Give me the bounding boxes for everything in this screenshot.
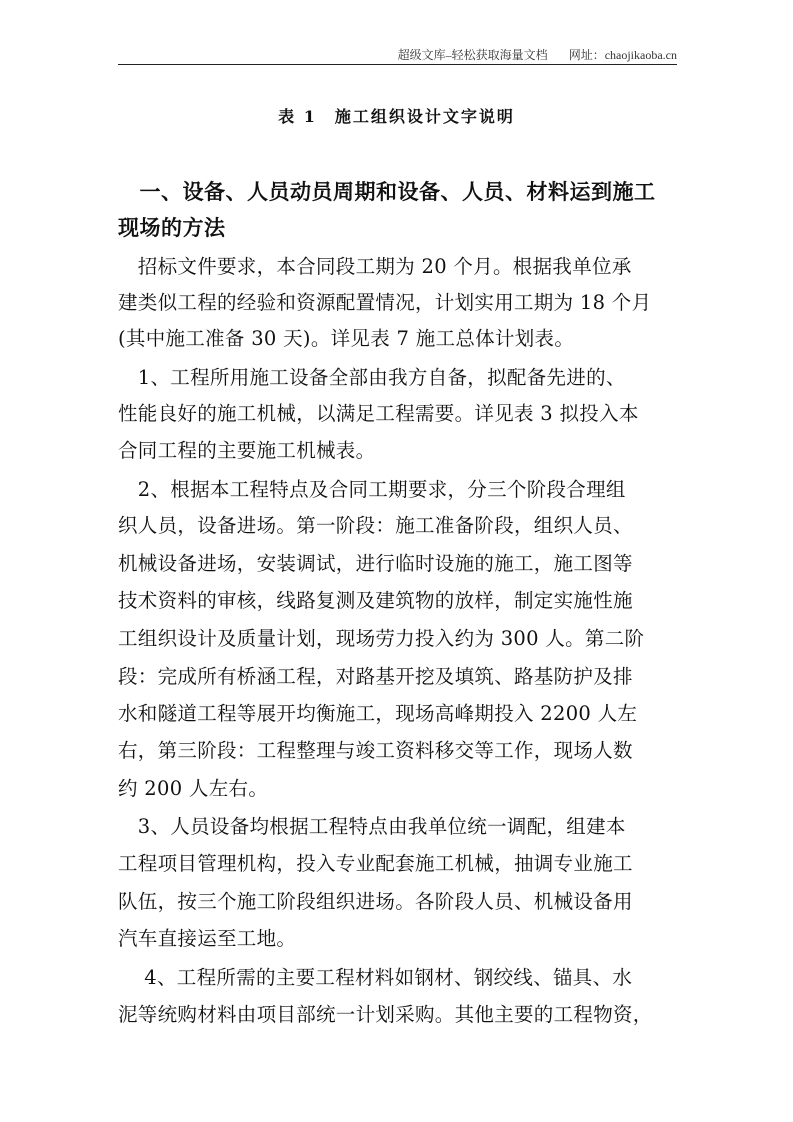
header-url: 网址：chaojikaoba.cn [568,48,677,62]
body-text-line: 工程项目管理机构，投入专业配套施工机械，抽调专业施工 [118,852,633,875]
body-text-line: 1、工程所用施工设备全部由我方自备，拟配备先进的、 [118,366,626,389]
header-site-name: 超级文库–轻松获取海量文档 [397,48,548,62]
body-text-line: 泥等统购材料由项目部统一计划采购。其他主要的工程物资， [118,1003,653,1026]
body-text-line: 3、人员设备均根据工程特点由我单位统一调配，组建本 [118,815,626,838]
body-text-line: 招标文件要求，本合同段工期为 20 个月。根据我单位承 [118,255,632,278]
section-heading-line: 现场的方法 [118,215,226,240]
body-text-line: 工组织设计及质量计划，现场劳力投入约为 300 人。第二阶 [118,627,645,650]
body-text-line: 4、工程所需的主要工程材料如钢材、钢绞线、锚具、水 [118,966,633,989]
body-text-line: 2、根据本工程特点及合同工期要求，分三个阶段合理组 [118,478,626,501]
body-text-line: 性能良好的施工机械，以满足工程需要。详见表 3 拟投入本 [118,402,639,425]
body-text-line: (其中施工准备 30 天)。详见表 7 施工总体计划表。 [118,327,575,350]
body-text-line: 合同工程的主要施工机械表。 [118,439,376,462]
section-heading-line: 一、设备、人员动员周期和设备、人员、材料运到施工 [118,179,656,204]
body-text-line: 织人员，设备进场。第一阶段：施工准备阶段，组织人员、 [118,514,633,537]
body-text-line: 水和隧道工程等展开均衡施工，现场高峰期投入 2200 人左 [118,702,638,725]
body-text-line: 建类似工程的经验和资源配置情况，计划实用工期为 18 个月 [118,291,652,314]
body-text-line: 右，第三阶段：工程整理与竣工资料移交等工作，现场人数 [118,739,633,762]
body-text-line: 队伍，按三个施工阶段组织进场。各阶段人员、机械设备用 [118,890,633,913]
body-text-line: 技术资料的审核，线路复测及建筑物的放样，制定实施性施 [118,589,633,612]
body-text-line: 段：完成所有桥涵工程，对路基开挖及填筑、路基防护及排 [118,665,633,688]
body-text-line: 机械设备进场，安装调试，进行临时设施的施工，施工图等 [118,552,633,575]
page-header [118,46,677,65]
body-text-line: 汽车直接运至工地。 [118,927,297,950]
body-text-line: 约 200 人左右。 [118,777,269,800]
table-title: 表 1 施工组织设计文字说明 [278,107,515,126]
